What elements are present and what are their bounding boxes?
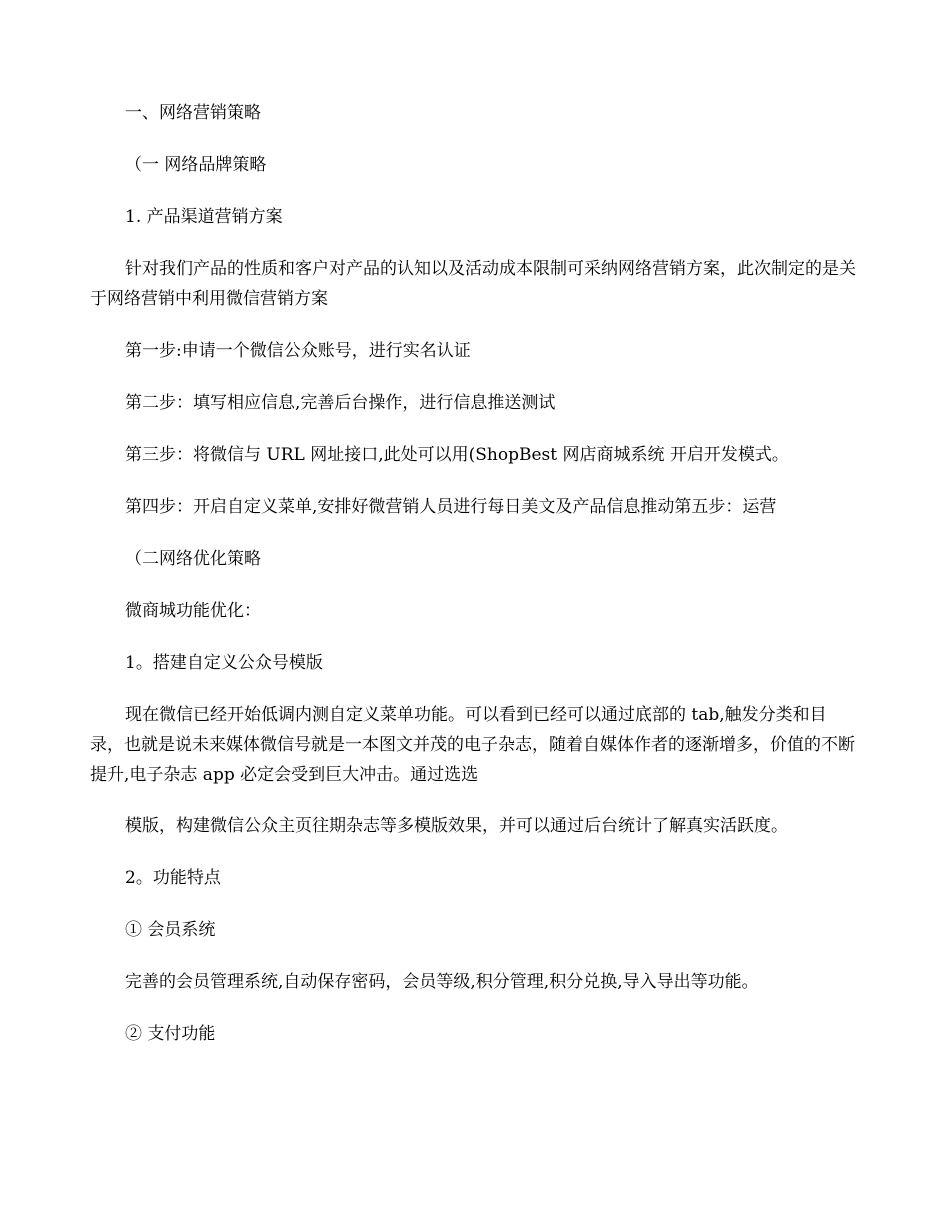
step-one: 第一步:申请一个微信公众账号，进行实名认证 <box>125 341 471 361</box>
paragraph-wechat-plan: 针对我们产品的性质和客户对产品的认知以及活动成本限制可采纳网络营销方案，此次制定的是关于网络营销中利用微信营销方案 <box>90 259 856 309</box>
subheading-brand-strategy: （一 网络品牌策略 <box>125 155 267 175</box>
subheading-optimization-strategy: （二网络优化策略 <box>125 549 261 569</box>
paragraph-custom-menu: 现在微信已经开始低调内测自定义菜单功能。可以看到已经可以通过底部的 tab,触发分类和目录，也就是说未来媒体微信号就是一本图文并茂的电子杂志，随着自媒体作者的逐渐增多，价值的不断提升,电子杂志 app 必定会受到巨大冲击。通过选选 <box>90 705 855 785</box>
heading-marketing-strategy: 一、网络营销策略 <box>125 103 261 123</box>
step-three: 第三步：将微信与 URL 网址接口,此处可以用(ShopBest 网店商城系统 开启开发模式。 <box>125 445 789 465</box>
item-member-system: ① 会员系统 <box>125 920 216 940</box>
subheading-channel-plan: 1. 产品渠道营销方案 <box>125 207 283 227</box>
subheading-micro-mall: 微商城功能优化： <box>125 601 261 621</box>
item-features: 2。功能特点 <box>125 868 221 888</box>
step-four: 第四步：开启自定义菜单,安排好微营销人员进行每日美文及产品信息推动第五步：运营 <box>125 497 777 517</box>
item-custom-template: 1。搭建自定义公众号模版 <box>125 653 323 673</box>
paragraph-template-build: 模版，构建微信公众主页往期杂志等多模版效果，并可以通过后台统计了解真实活跃度。 <box>125 816 788 836</box>
step-two: 第二步：填写相应信息,完善后台操作，进行信息推送测试 <box>125 393 556 413</box>
item-payment: ② 支付功能 <box>125 1024 216 1044</box>
paragraph-member-details: 完善的会员管理系统,自动保存密码，会员等级,积分管理,积分兑换,导入导出等功能。 <box>125 972 759 992</box>
